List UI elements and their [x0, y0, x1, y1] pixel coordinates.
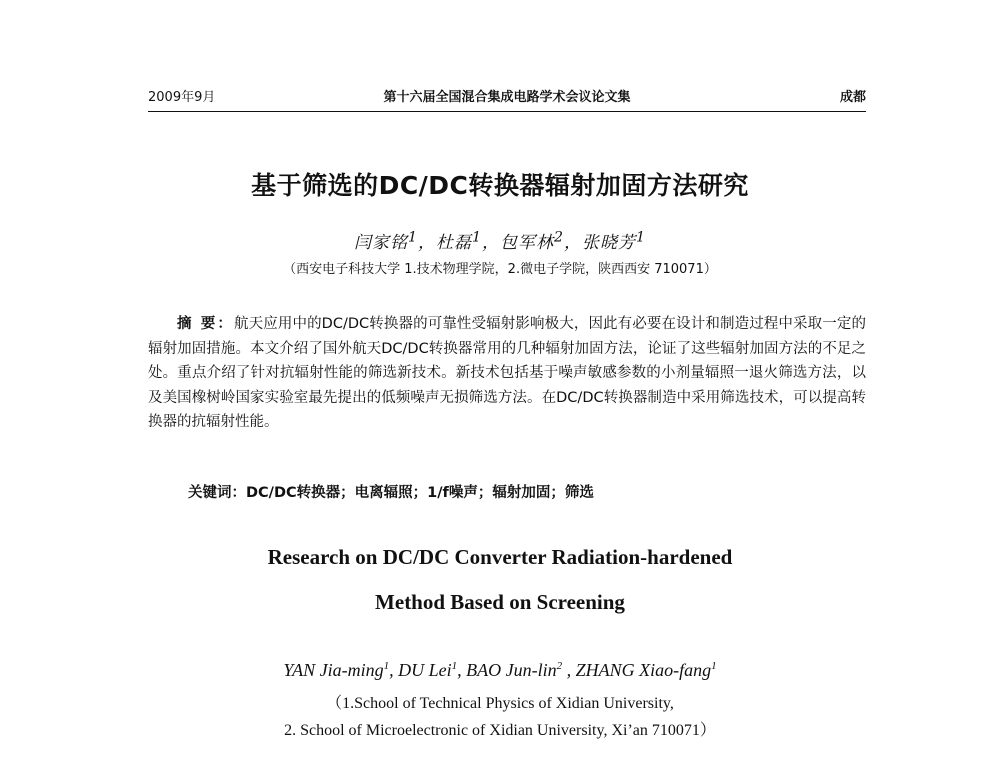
affiliation-english-line1: （1.School of Technical Physics of Xidian University, [326, 695, 674, 712]
author-en-3: BAO Jun-lin$^2$ [466, 660, 563, 680]
affiliation-chinese: （西安电子科技大学 1.技术物理学院，2.微电子学院，陕西西安 710071） [283, 262, 717, 277]
author-cn-4: 张晓芳$^1$ [582, 229, 647, 253]
keywords-label: 关键词： [188, 485, 246, 501]
title-english-line2: Method Based on Screening [375, 590, 625, 614]
header-proceedings: 第十六届全国混合集成电路学术会议论文集 [383, 90, 631, 105]
header-rule [148, 111, 866, 112]
author-en-1: YAN Jia-ming$^1$ [283, 660, 390, 680]
affiliation-english-line2: 2. School of Microelectronic of Xidian University, Xi’an 710071） [284, 722, 716, 739]
header-date: 2009年9月 [148, 90, 216, 105]
author-cn-2: 杜磊$^1$ [435, 229, 482, 253]
keywords-chinese [188, 481, 594, 502]
authors-chinese: 闫家铭$^1$，杜磊$^1$，包军林$^2$，张晓芳$^1$ [353, 229, 647, 253]
title-english-line1: Research on DC/DC Converter Radiation-hardened [267, 545, 733, 569]
author-en-2: DU Lei$^1$ [398, 660, 458, 680]
keywords-text: DC/DC转换器；电离辐照；1/f噪声；辐射加固；筛选 [246, 485, 594, 501]
authors-english: YAN Jia-ming$^1$, DU Lei$^1$, BAO Jun-lin$^2$ , ZHANG Xiao-fang$^1$ [283, 660, 717, 680]
abstract-text: 航天应用中的DC/DC转换器的可靠性受辐射影响极大，因此有必要在设计和制造过程中采取一定的辐射加固措施。本文介绍了国外航天DC/DC转换器常用的几种辐射加固方法，论证了这些辐射加固方法的不足之处。重点介绍了针对抗辐射性能的筛选新技术。新技术包括基于噪声敏感参数的小剂量辐照一退火筛选方法，以及美国橡树岭国家实验室最先提出的低频噪声无损筛选方法。在DC/DC转换器制造中采用筛选技术，可以提高转换器的抗辐射性能。 [148, 316, 866, 431]
header-city: 成都 [839, 90, 866, 105]
abstract-label: 摘 要： [177, 316, 234, 332]
author-en-4: ZHANG Xiao-fang$^1$ [575, 660, 717, 680]
running-header [148, 86, 866, 110]
title-chinese: 基于筛选的DC/DC转换器辐射加固方法研究 [251, 171, 749, 200]
author-cn-3: 包军林$^2$ [500, 229, 565, 253]
abstract-chinese [148, 312, 866, 435]
author-cn-1: 闫家铭$^1$ [353, 229, 418, 253]
